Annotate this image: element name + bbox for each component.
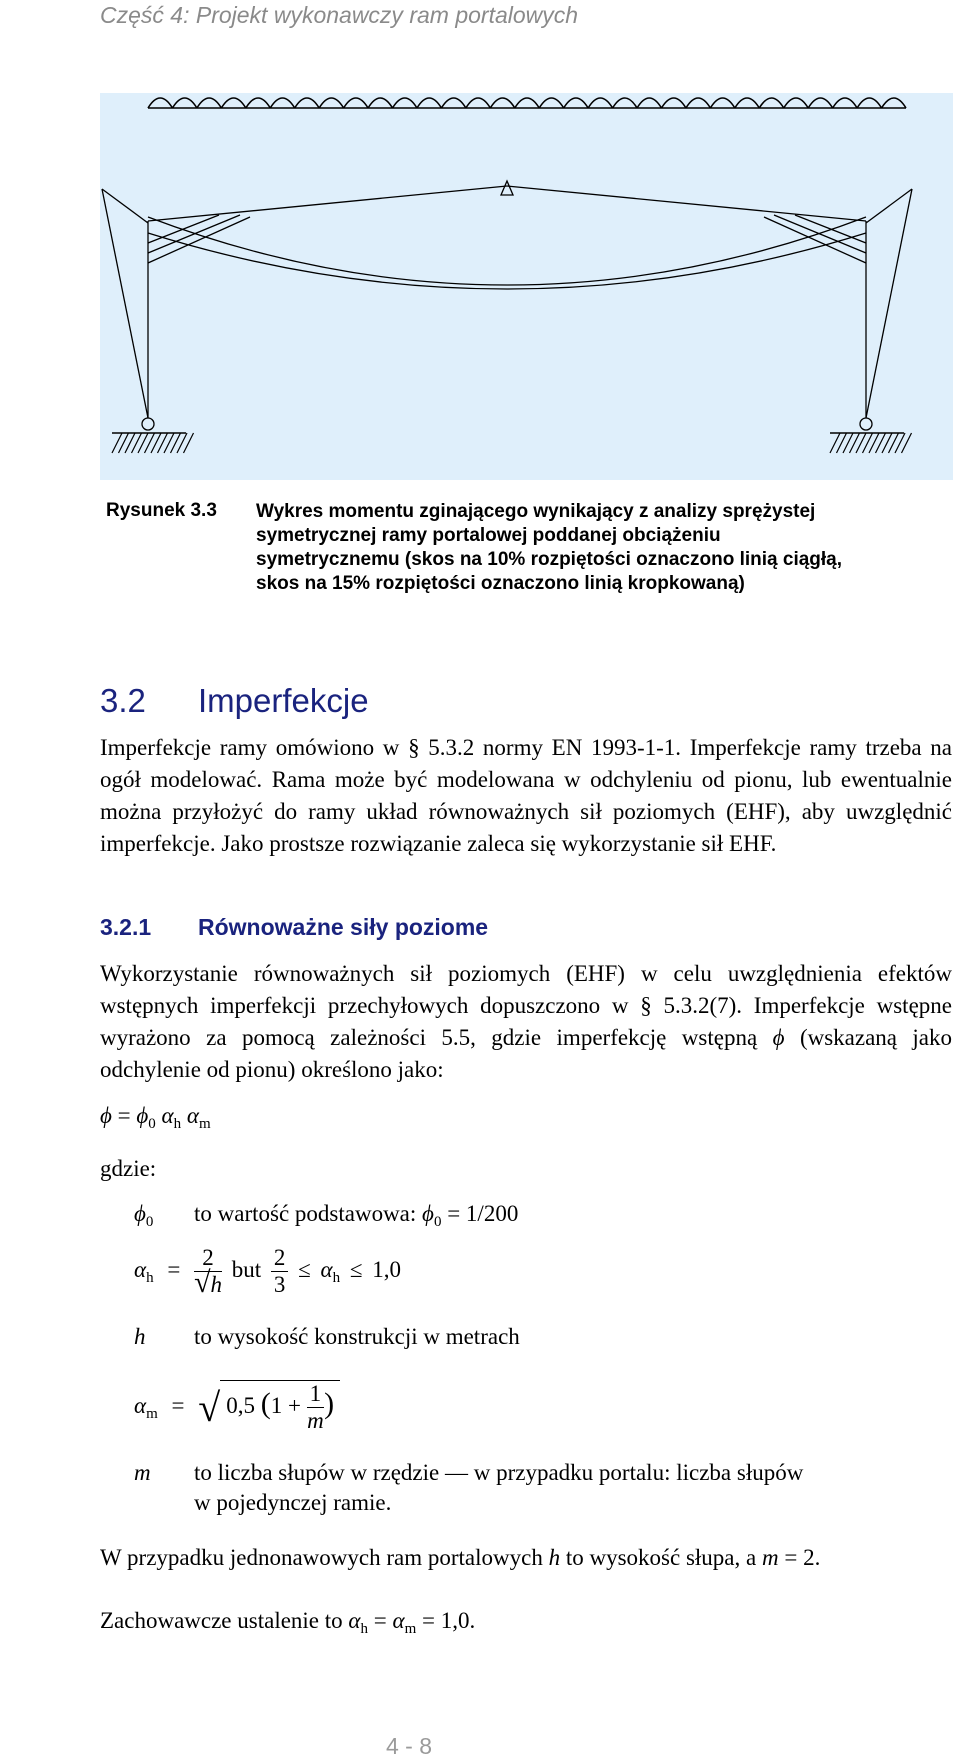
denominator: √h	[194, 1266, 223, 1299]
plus-sign: +	[287, 1393, 301, 1418]
subscript: h	[173, 1116, 182, 1132]
h-term: h	[134, 1324, 146, 1349]
caption-line: symetrycznemu (skos na 10% rozpiętości oznaczono linią ciągłą,	[256, 549, 843, 570]
numerator: 2	[271, 1245, 289, 1272]
figure-caption-label: Rysunek 3.3	[106, 500, 217, 521]
paragraph-text-tail: (wskazaną jako odchylenie od pionu) określono jako:	[100, 1025, 953, 1082]
closing-text: W przypadku jednonawowych ram portalowych	[100, 1545, 543, 1570]
but-text: but	[231, 1256, 262, 1282]
subscript: m	[198, 1116, 211, 1132]
portal-frame-diagram	[100, 93, 953, 480]
bending-moment-figure	[100, 93, 953, 480]
numerator: 1	[307, 1381, 325, 1408]
subscript: h	[146, 1269, 154, 1286]
alpha-m-formula	[134, 1376, 340, 1434]
closing-text: = 1,0.	[421, 1608, 476, 1633]
subscript: m	[146, 1406, 158, 1422]
subscript: 0	[148, 1116, 156, 1132]
phi-symbol: ϕ	[100, 1103, 112, 1128]
closing-line-2	[100, 1608, 476, 1637]
phi0-value: = 1/200	[447, 1201, 519, 1226]
caption-line: symetrycznej ramy portalowej poddanej obciążeniu	[256, 525, 721, 546]
phi0-term	[134, 1201, 154, 1230]
alpha-symbol: α	[348, 1608, 361, 1633]
imperfection-formula	[100, 1103, 211, 1132]
closing-line-1	[100, 1545, 820, 1571]
running-header: Część 4: Projekt wykonawczy ram portalowych	[100, 2, 579, 28]
numerator: 2	[194, 1245, 222, 1272]
alpha-symbol: α	[134, 1256, 147, 1282]
h-symbol: h	[548, 1545, 561, 1570]
denominator: m	[307, 1408, 324, 1434]
m-term: m	[134, 1460, 151, 1485]
equals-sign: =	[171, 1393, 185, 1418]
h-definition: to wysokość konstrukcji w metrach	[194, 1324, 520, 1349]
phi0-definition	[194, 1201, 519, 1230]
caption-line: Wykres momentu zginającego wynikający z analizy sprężystej	[256, 501, 816, 522]
phi0-symbol: ϕ	[134, 1201, 146, 1226]
paren-close: )	[324, 1387, 335, 1420]
le-sign: ≤	[349, 1256, 363, 1282]
subscript: h	[360, 1621, 368, 1637]
one: 1	[270, 1393, 283, 1418]
paren-open: (	[260, 1387, 271, 1420]
subscript: m	[404, 1621, 417, 1637]
alpha-symbol: α	[161, 1103, 174, 1128]
alpha-symbol: α	[320, 1256, 333, 1282]
page-number: 4 - 8	[386, 1733, 433, 1759]
alpha-h-fraction	[194, 1245, 222, 1298]
where-label: gdzie:	[100, 1156, 157, 1181]
upper-bound: 1,0	[372, 1256, 401, 1282]
sqrt-argument	[220, 1380, 340, 1434]
subsection-title: Równoważne siły poziome	[198, 914, 489, 940]
phi0-symbol: ϕ	[136, 1103, 149, 1128]
denominator: 3	[273, 1272, 286, 1297]
h-symbol: h	[210, 1272, 223, 1297]
phi-symbol: ϕ	[772, 1025, 785, 1050]
equals-sign: =	[167, 1256, 181, 1282]
section-number: 3.2	[100, 682, 146, 719]
alpha-symbol: α	[134, 1393, 147, 1418]
equals-sign: =	[117, 1103, 131, 1128]
closing-text: = 2.	[784, 1545, 821, 1570]
section-title: Imperfekcje	[198, 682, 369, 719]
paragraph-text: Wykorzystanie równoważnych sił poziomych (EHF) w celu uwzględnienia efektów wstępnych imperfekcji przechyłowych dopuszczono w § 5.3.2(7). Imperfekcje wstępne wyrażono za pomocą zależności 5.5, gdzie imperfekcję wstępną	[100, 961, 952, 1050]
sqrt-sign: √	[198, 1385, 221, 1430]
section-paragraph: Imperfekcje ramy omówiono w § 5.3.2 normy EN 1993-1-1. Imperfekcje ramy trzeba na ogół modelować. Rama może być modelowana w odchyleniu od pionu, lub ewentualnie można przyłożyć do ramy układ równoważnych sił poziomych (EHF), aby uwzględnić imperfekcje. Jako prostsze rozwiązanie zaleca się wykorzystanie sił EHF.	[100, 735, 952, 856]
alpha-symbol: α	[186, 1103, 199, 1128]
subscript: h	[332, 1269, 341, 1286]
m-symbol: m	[761, 1545, 779, 1570]
figure-caption	[256, 500, 946, 596]
closing-text: to wysokość słupa, a	[565, 1545, 757, 1570]
subsection-number: 3.2.1	[100, 914, 152, 940]
equals-sign: =	[373, 1608, 387, 1633]
closing-text: Zachowawcze ustalenie to	[100, 1608, 343, 1633]
lower-bound-fraction	[271, 1245, 289, 1298]
phi0-symbol: ϕ	[422, 1201, 434, 1226]
subsection-paragraph	[100, 958, 952, 1086]
caption-line: skos na 15% rozpiętości oznaczono linią kropkowaną)	[256, 573, 745, 594]
subscript: 0	[433, 1214, 442, 1230]
definition-text: to wartość podstawowa:	[194, 1201, 417, 1226]
alpha-m-fraction	[307, 1381, 325, 1434]
coefficient: 0,5	[226, 1393, 255, 1418]
le-sign: ≤	[298, 1256, 311, 1282]
alpha-symbol: α	[392, 1608, 405, 1633]
m-definition-line2: w pojedynczej ramie.	[194, 1490, 392, 1515]
alpha-h-formula	[134, 1245, 401, 1298]
m-definition-line1: to liczba słupów w rzędzie — w przypadku portalu: liczba słupów	[194, 1460, 804, 1485]
subscript: 0	[145, 1214, 154, 1230]
